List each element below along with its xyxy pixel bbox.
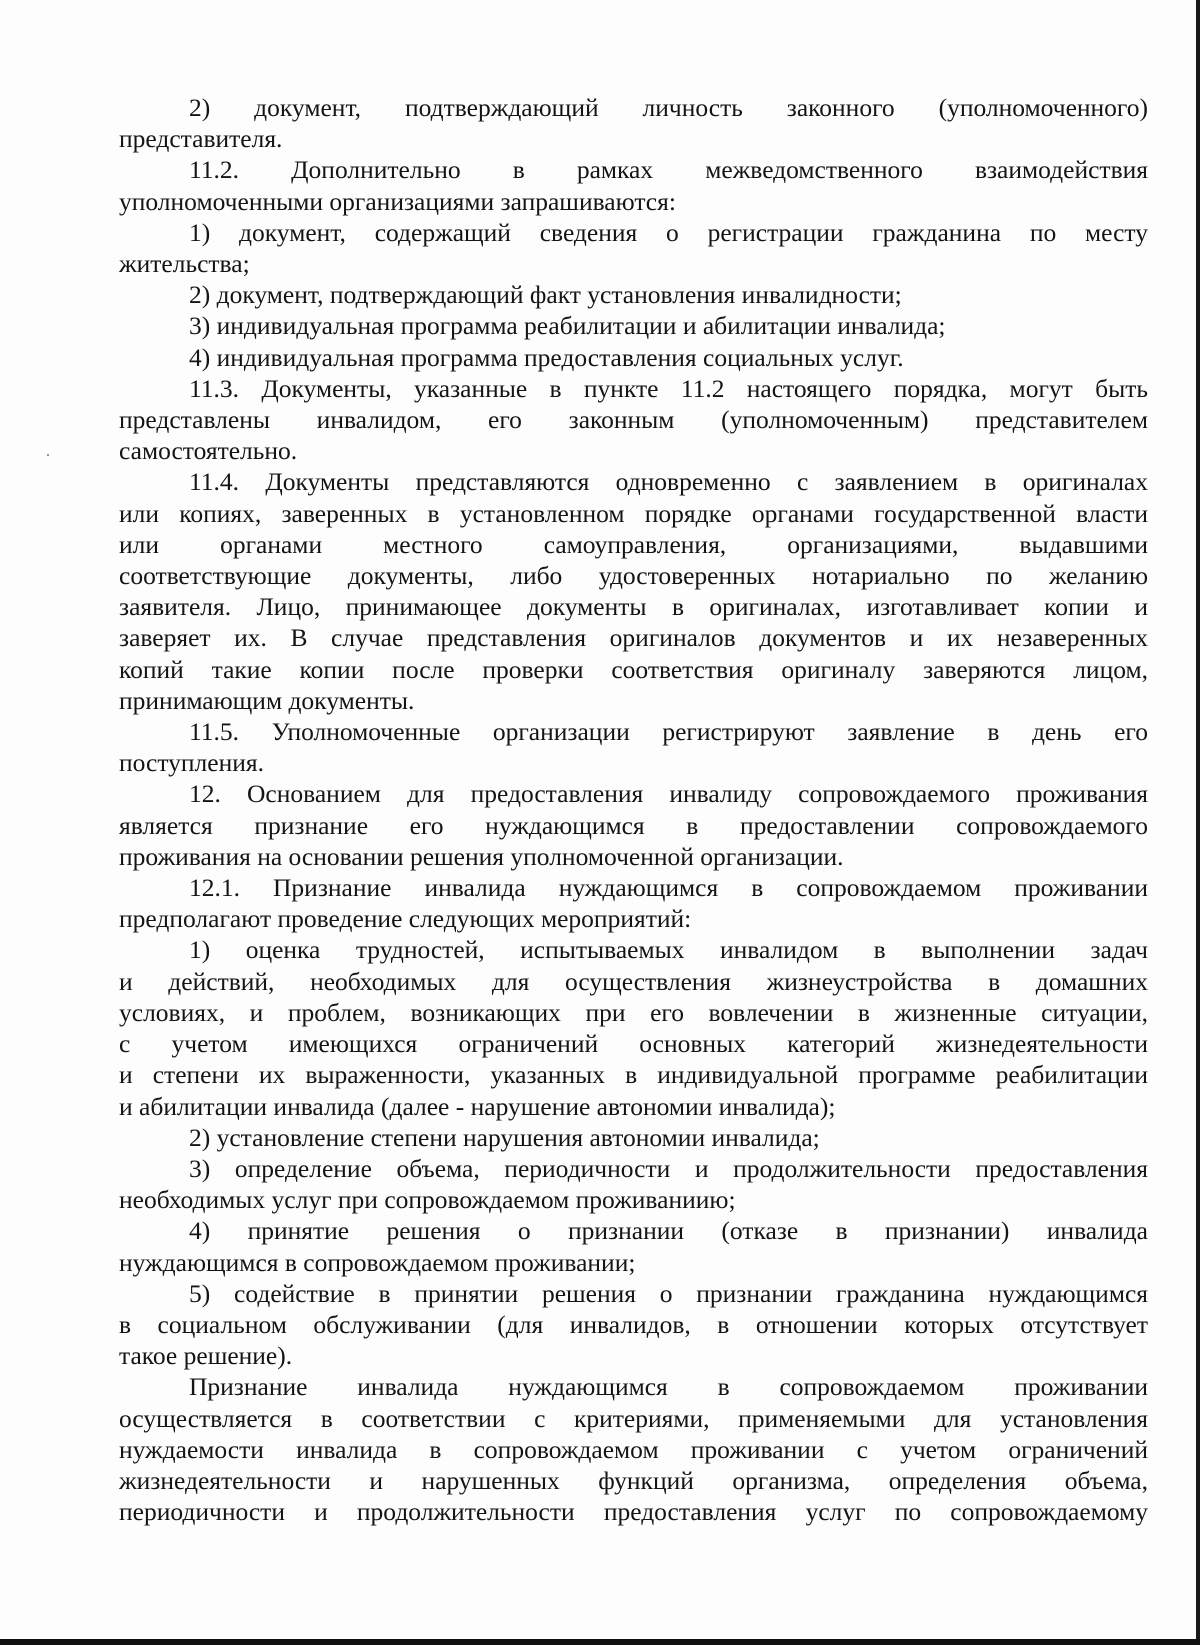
text-line: 3) определение объема, периодичности и продолжительности предоставления: [189, 1153, 1148, 1183]
text-line: нуждаемости инвалида в сопровождаемом проживании с учетом ограничений: [119, 1434, 1148, 1464]
text-line: 11.4. Документы представляются одновременно с заявлением в оригиналах: [189, 467, 1148, 497]
text-line: периодичности и продолжительности предоставления услуг по сопровождаемому: [119, 1497, 1148, 1527]
text-line: поступления.: [119, 748, 264, 778]
text-line: самостоятельно.: [119, 436, 298, 466]
text-line: проживания на основании решения уполномоченной организации.: [119, 841, 844, 871]
text-line: принимающим документы.: [119, 685, 415, 715]
scan-border-right: [1196, 0, 1200, 1645]
text-line: 11.2. Дополнительно в рамках межведомственного взаимодействия: [189, 155, 1148, 185]
text-line: 4) принятие решения о признании (отказе в признании) инвалида: [189, 1216, 1148, 1246]
scan-speck: [47, 454, 49, 456]
text-line: копий такие копии после проверки соответствия оригиналу заверяются лицом,: [119, 654, 1148, 684]
text-line: 12.1. Признание инвалида нуждающимся в сопровождаемом проживании: [189, 873, 1148, 903]
text-line: такое решение).: [119, 1341, 293, 1371]
text-line: является признание его нуждающимся в предоставлении сопровождаемого: [119, 810, 1148, 840]
text-line: необходимых услуг при сопровождаемом проживаниию;: [119, 1185, 736, 1215]
text-line: заявителя. Лицо, принимающее документы в оригиналах, изготавливает копии и: [119, 592, 1148, 622]
text-line: соответствующие документы, либо удостоверенных нотариально по желанию: [119, 561, 1148, 591]
text-line: Признание инвалида нуждающимся в сопровождаемом проживании: [189, 1372, 1148, 1402]
text-line: 2) документ, подтверждающий факт установления инвалидности;: [189, 280, 902, 310]
text-line: и действий, необходимых для осуществления жизнеустройства в домашних: [119, 966, 1148, 996]
text-line: 3) индивидуальная программа реабилитации и абилитации инвалида;: [189, 311, 946, 341]
text-line: нуждающимся в сопровождаемом проживании;: [119, 1247, 636, 1277]
text-line: заверяет их. В случае представления оригиналов документов и их незаверенных: [119, 623, 1148, 653]
text-line: 5) содействие в принятии решения о признании гражданина нуждающимся: [189, 1278, 1148, 1308]
text-line: 1) документ, содержащий сведения о регистрации гражданина по месту: [189, 217, 1148, 247]
text-line: предполагают проведение следующих мероприятий:: [119, 904, 692, 934]
text-line: осуществляется в соответствии с критериями, применяемыми для установления: [119, 1403, 1148, 1433]
text-line: или органами местного самоуправления, организациями, выдавшими: [119, 529, 1148, 559]
text-line: представлены инвалидом, его законным (уполномоченным) представителем: [119, 405, 1148, 435]
document-body: [119, 92, 1148, 1527]
text-line: представителя.: [119, 124, 283, 154]
scan-border-bottom: [0, 1639, 1200, 1645]
text-line: 2) документ, подтверждающий личность законного (уполномоченного): [189, 93, 1148, 122]
text-line: и абилитации инвалида (далее - нарушение автономии инвалида);: [119, 1091, 836, 1121]
text-line: и степени их выраженности, указанных в индивидуальной программе реабилитации: [119, 1060, 1148, 1090]
text-line: жизнедеятельности и нарушенных функций организма, определения объема,: [119, 1465, 1148, 1495]
text-line: 12. Основанием для предоставления инвалиду сопровождаемого проживания: [189, 779, 1148, 809]
text-line: условиях, и проблем, возникающих при его вовлечении в жизненные ситуации,: [119, 997, 1148, 1027]
text-line: 1) оценка трудностей, испытываемых инвалидом в выполнении задач: [189, 935, 1148, 965]
text-line: или копиях, заверенных в установленном порядке органами государственной власти: [119, 498, 1148, 528]
text-line: 11.3. Документы, указанные в пункте 11.2 настоящего порядка, могут быть: [189, 373, 1148, 403]
text-line: 4) индивидуальная программа предоставления социальных услуг.: [189, 342, 904, 372]
text-line: 2) установление степени нарушения автономии инвалида;: [189, 1122, 820, 1152]
text-line: с учетом имеющихся ограничений основных категорий жизнедеятельности: [119, 1029, 1148, 1059]
text-line: жительства;: [119, 249, 250, 279]
text-line: уполномоченными организациями запрашиваются:: [119, 186, 676, 216]
text-line: в социальном обслуживании (для инвалидов, в отношении которых отсутствует: [119, 1309, 1148, 1339]
text-line: 11.5. Уполномоченные организации регистрируют заявление в день его: [189, 717, 1148, 747]
